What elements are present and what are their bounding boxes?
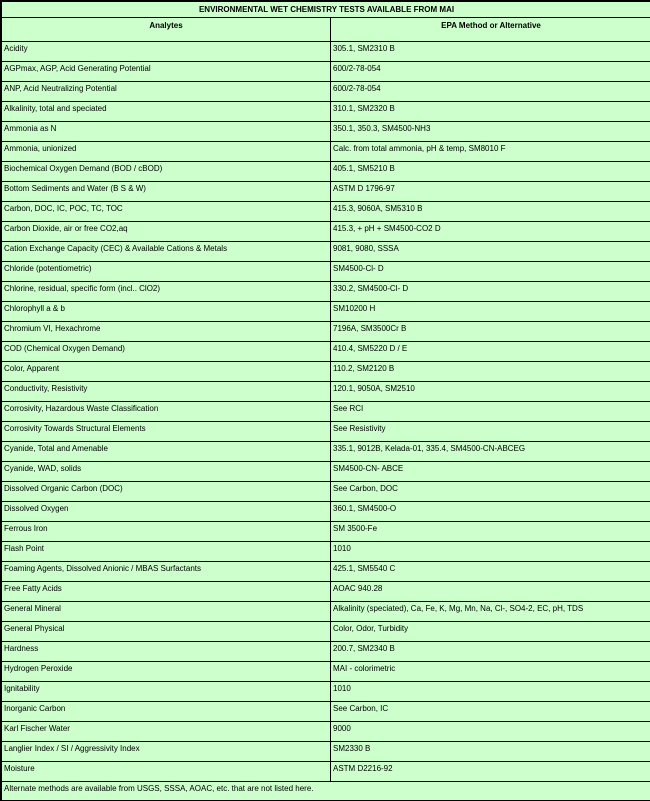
table-row xyxy=(2,662,650,682)
analyte-cell: General Physical xyxy=(2,622,331,642)
table-row xyxy=(2,542,650,562)
method-cell: 110.2, SM2120 B xyxy=(331,362,650,382)
method-cell: 200.7, SM2340 B xyxy=(331,642,650,662)
table-row xyxy=(2,762,650,782)
table-row xyxy=(2,182,650,202)
table-row xyxy=(2,62,650,82)
analyte-cell: Cyanide, WAD, solids xyxy=(2,462,331,482)
method-cell: ASTM D 1796-97 xyxy=(331,182,650,202)
method-cell: 415.3, + pH + SM4500-CO2 D xyxy=(331,222,650,242)
method-cell: 330.2, SM4500-Cl- D xyxy=(331,282,650,302)
table-row xyxy=(2,682,650,702)
column-header-analytes: Analytes xyxy=(2,18,331,42)
table-row xyxy=(2,642,650,662)
method-cell: Color, Odor, Turbidity xyxy=(331,622,650,642)
table-row xyxy=(2,162,650,182)
table-row xyxy=(2,122,650,142)
table-row xyxy=(2,262,650,282)
table-row xyxy=(2,462,650,482)
method-cell: ASTM D2216-92 xyxy=(331,762,650,782)
method-cell: 335.1, 9012B, Kelada-01, 335.4, SM4500-CN-ABCEG xyxy=(331,442,650,462)
method-cell: SM4500-CN- ABCE xyxy=(331,462,650,482)
table-row xyxy=(2,422,650,442)
table-row xyxy=(2,142,650,162)
method-cell: See Resistivity xyxy=(331,422,650,442)
analyte-cell: COD (Chemical Oxygen Demand) xyxy=(2,342,331,362)
analyte-cell: Chromium VI, Hexachrome xyxy=(2,322,331,342)
analyte-cell: Hardness xyxy=(2,642,331,662)
analyte-cell: Biochemical Oxygen Demand (BOD / cBOD) xyxy=(2,162,331,182)
analyte-cell: Hydrogen Peroxide xyxy=(2,662,331,682)
method-cell: See Carbon, IC xyxy=(331,702,650,722)
method-cell: MAI - colorimetric xyxy=(331,662,650,682)
analyte-cell: Ammonia, unionized xyxy=(2,142,331,162)
analyte-cell: Chlorophyll a & b xyxy=(2,302,331,322)
method-cell: 7196A, SM3500Cr B xyxy=(331,322,650,342)
method-cell: 9000 xyxy=(331,722,650,742)
method-cell: 600/2-78-054 xyxy=(331,82,650,102)
analyte-cell: Inorganic Carbon xyxy=(2,702,331,722)
table-row xyxy=(2,482,650,502)
analyte-cell: Corrosivity Towards Structural Elements xyxy=(2,422,331,442)
method-cell: Alkalinity (speciated), Ca, Fe, K, Mg, Mn, Na, Cl-, SO4-2, EC, pH, TDS xyxy=(331,602,650,622)
method-cell: 415.3, 9060A, SM5310 B xyxy=(331,202,650,222)
method-cell: 360.1, SM4500-O xyxy=(331,502,650,522)
analyte-cell: Cyanide, Total and Amenable xyxy=(2,442,331,462)
method-cell: SM2330 B xyxy=(331,742,650,762)
table-row xyxy=(2,302,650,322)
method-cell: SM10200 H xyxy=(331,302,650,322)
method-cell: 350.1, 350.3, SM4500-NH3 xyxy=(331,122,650,142)
analyte-cell: Acidity xyxy=(2,42,331,62)
analyte-cell: Color, Apparent xyxy=(2,362,331,382)
table-row xyxy=(2,402,650,422)
table-row xyxy=(2,102,650,122)
table-row xyxy=(2,702,650,722)
method-cell: 310.1, SM2320 B xyxy=(331,102,650,122)
analyte-cell: Bottom Sediments and Water (B S & W) xyxy=(2,182,331,202)
method-cell: SM 3500-Fe xyxy=(331,522,650,542)
table-row xyxy=(2,42,650,62)
analyte-cell: Ferrous Iron xyxy=(2,522,331,542)
analyte-cell: Karl Fischer Water xyxy=(2,722,331,742)
table-row xyxy=(2,502,650,522)
method-cell: 425.1, SM5540 C xyxy=(331,562,650,582)
analyte-cell: Flash Point xyxy=(2,542,331,562)
method-cell: 120.1, 9050A, SM2510 xyxy=(331,382,650,402)
methods-table xyxy=(1,1,650,801)
method-cell: See RCI xyxy=(331,402,650,422)
analyte-cell: Carbon, DOC, IC, POC, TC, TOC xyxy=(2,202,331,222)
table-row xyxy=(2,342,650,362)
analyte-cell: General Mineral xyxy=(2,602,331,622)
analyte-cell: Cation Exchange Capacity (CEC) & Available Cations & Metals xyxy=(2,242,331,262)
method-cell: 9081, 9080, SSSA xyxy=(331,242,650,262)
analyte-cell: Chlorine, residual, specific form (incl.. ClO2) xyxy=(2,282,331,302)
column-header-method: EPA Method or Alternative xyxy=(331,18,650,42)
table-row xyxy=(2,322,650,342)
analyte-cell: Corrosivity, Hazardous Waste Classification xyxy=(2,402,331,422)
table-row xyxy=(2,582,650,602)
table-row xyxy=(2,742,650,762)
table-row xyxy=(2,362,650,382)
analyte-cell: Moisture xyxy=(2,762,331,782)
analyte-cell: Carbon Dioxide, air or free CO2,aq xyxy=(2,222,331,242)
analyte-cell: Dissolved Organic Carbon (DOC) xyxy=(2,482,331,502)
method-cell: 1010 xyxy=(331,542,650,562)
analyte-cell: Langlier Index / SI / Aggressivity Index xyxy=(2,742,331,762)
analyte-cell: Foaming Agents, Dissolved Anionic / MBAS Surfactants xyxy=(2,562,331,582)
analyte-cell: Free Fatty Acids xyxy=(2,582,331,602)
method-cell: See Carbon, DOC xyxy=(331,482,650,502)
table-row xyxy=(2,522,650,542)
table-row xyxy=(2,202,650,222)
method-cell: 410.4, SM5220 D / E xyxy=(331,342,650,362)
analyte-cell: Chloride (potentiometric) xyxy=(2,262,331,282)
table-row xyxy=(2,242,650,262)
table-row xyxy=(2,222,650,242)
table-row xyxy=(2,602,650,622)
table-title: ENVIRONMENTAL WET CHEMISTRY TESTS AVAILABLE FROM MAI xyxy=(2,2,650,18)
method-cell: 305.1, SM2310 B xyxy=(331,42,650,62)
footer-note: Alternate methods are available from USGS, SSSA, AOAC, etc. that are not listed here. xyxy=(2,782,650,801)
method-cell: 1010 xyxy=(331,682,650,702)
method-cell: AOAC 940.28 xyxy=(331,582,650,602)
table-row xyxy=(2,562,650,582)
method-cell: 600/2-78-054 xyxy=(331,62,650,82)
table-row xyxy=(2,382,650,402)
analyte-cell: Dissolved Oxygen xyxy=(2,502,331,522)
analyte-cell: AGPmax, AGP, Acid Generating Potential xyxy=(2,62,331,82)
analyte-cell: Ammonia as N xyxy=(2,122,331,142)
table-row xyxy=(2,82,650,102)
table-row xyxy=(2,282,650,302)
table-row xyxy=(2,622,650,642)
method-cell: SM4500-Cl- D xyxy=(331,262,650,282)
analyte-cell: ANP, Acid Neutralizing Potential xyxy=(2,82,331,102)
analyte-cell: Alkalinity, total and speciated xyxy=(2,102,331,122)
method-cell: Calc. from total ammonia, pH & temp, SM8010 F xyxy=(331,142,650,162)
table-row xyxy=(2,722,650,742)
analyte-cell: Ignitability xyxy=(2,682,331,702)
method-cell: 405.1, SM5210 B xyxy=(331,162,650,182)
analyte-cell: Conductivity, Resistivity xyxy=(2,382,331,402)
table-row xyxy=(2,442,650,462)
